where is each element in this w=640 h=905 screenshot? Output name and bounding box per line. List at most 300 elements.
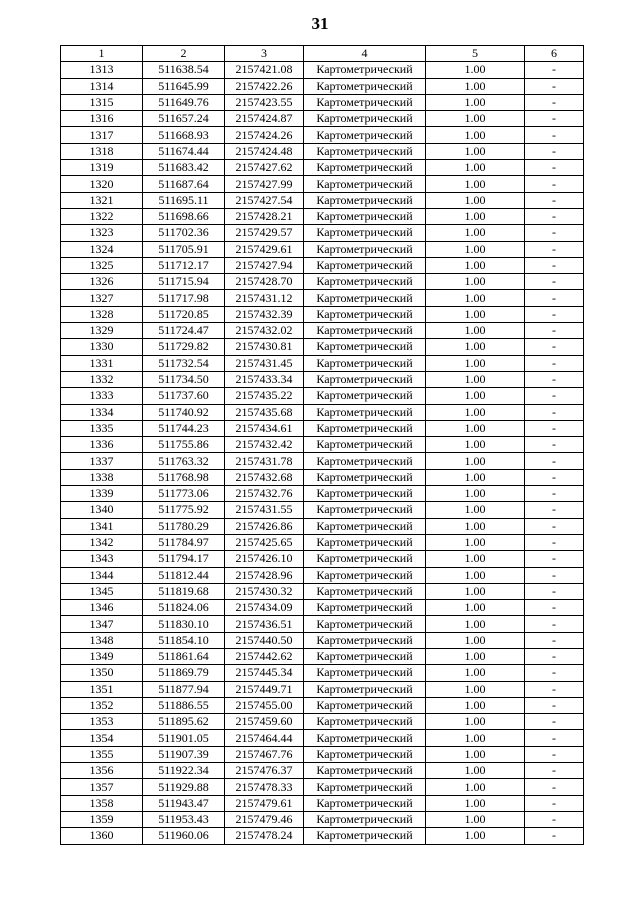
note-cell: -	[525, 697, 584, 713]
x-coordinate-cell: 511638.54	[143, 62, 225, 78]
table-row	[61, 730, 584, 746]
x-coordinate-cell: 511712.17	[143, 257, 225, 273]
point-number-cell: 1334	[61, 404, 143, 420]
method-cell: Картометрический	[304, 730, 426, 746]
method-cell: Картометрический	[304, 714, 426, 730]
accuracy-cell: 1.00	[426, 632, 525, 648]
method-cell: Картометрический	[304, 306, 426, 322]
accuracy-cell: 1.00	[426, 241, 525, 257]
y-coordinate-cell: 2157427.62	[225, 160, 304, 176]
y-coordinate-cell: 2157432.42	[225, 437, 304, 453]
accuracy-cell: 1.00	[426, 616, 525, 632]
note-cell: -	[525, 551, 584, 567]
x-coordinate-cell: 511683.42	[143, 160, 225, 176]
point-number-cell: 1315	[61, 94, 143, 110]
method-cell: Картометрический	[304, 763, 426, 779]
accuracy-cell: 1.00	[426, 730, 525, 746]
method-cell: Картометрический	[304, 127, 426, 143]
x-coordinate-cell: 511819.68	[143, 583, 225, 599]
y-coordinate-cell: 2157467.76	[225, 746, 304, 762]
note-cell: -	[525, 404, 584, 420]
point-number-cell: 1352	[61, 697, 143, 713]
method-cell: Картометрический	[304, 534, 426, 550]
y-coordinate-cell: 2157429.61	[225, 241, 304, 257]
y-coordinate-cell: 2157432.68	[225, 469, 304, 485]
x-coordinate-cell: 511763.32	[143, 453, 225, 469]
point-number-cell: 1314	[61, 78, 143, 94]
y-coordinate-cell: 2157464.44	[225, 730, 304, 746]
note-cell: -	[525, 453, 584, 469]
y-coordinate-cell: 2157424.87	[225, 111, 304, 127]
x-coordinate-cell: 511854.10	[143, 632, 225, 648]
note-cell: -	[525, 78, 584, 94]
method-cell: Картометрический	[304, 192, 426, 208]
note-cell: -	[525, 795, 584, 811]
note-cell: -	[525, 616, 584, 632]
method-cell: Картометрический	[304, 404, 426, 420]
x-coordinate-cell: 511943.47	[143, 795, 225, 811]
table-row	[61, 208, 584, 224]
accuracy-cell: 1.00	[426, 94, 525, 110]
y-coordinate-cell: 2157432.39	[225, 306, 304, 322]
note-cell: -	[525, 225, 584, 241]
table-row	[61, 176, 584, 192]
x-coordinate-cell: 511877.94	[143, 681, 225, 697]
method-cell: Картометрический	[304, 420, 426, 436]
note-cell: -	[525, 160, 584, 176]
method-cell: Картометрический	[304, 616, 426, 632]
method-cell: Картометрический	[304, 274, 426, 290]
table-row	[61, 323, 584, 339]
accuracy-cell: 1.00	[426, 404, 525, 420]
table-row	[61, 192, 584, 208]
x-coordinate-cell: 511744.23	[143, 420, 225, 436]
table-row	[61, 127, 584, 143]
x-coordinate-cell: 511732.54	[143, 355, 225, 371]
note-cell: -	[525, 176, 584, 192]
accuracy-cell: 1.00	[426, 290, 525, 306]
y-coordinate-cell: 2157422.26	[225, 78, 304, 94]
accuracy-cell: 1.00	[426, 779, 525, 795]
x-coordinate-cell: 511929.88	[143, 779, 225, 795]
note-cell: -	[525, 420, 584, 436]
point-number-cell: 1339	[61, 486, 143, 502]
note-cell: -	[525, 469, 584, 485]
method-cell: Картометрический	[304, 143, 426, 159]
point-number-cell: 1333	[61, 388, 143, 404]
table-row	[61, 143, 584, 159]
y-coordinate-cell: 2157455.00	[225, 697, 304, 713]
point-number-cell: 1320	[61, 176, 143, 192]
y-coordinate-cell: 2157431.78	[225, 453, 304, 469]
table-row	[61, 111, 584, 127]
accuracy-cell: 1.00	[426, 534, 525, 550]
method-cell: Картометрический	[304, 779, 426, 795]
y-coordinate-cell: 2157428.70	[225, 274, 304, 290]
note-cell: -	[525, 730, 584, 746]
y-coordinate-cell: 2157433.34	[225, 371, 304, 387]
note-cell: -	[525, 811, 584, 827]
table-row	[61, 290, 584, 306]
note-cell: -	[525, 388, 584, 404]
column-header: 5	[426, 46, 525, 62]
y-coordinate-cell: 2157428.21	[225, 208, 304, 224]
method-cell: Картометрический	[304, 828, 426, 844]
method-cell: Картометрический	[304, 355, 426, 371]
note-cell: -	[525, 583, 584, 599]
x-coordinate-cell: 511824.06	[143, 600, 225, 616]
method-cell: Картометрический	[304, 241, 426, 257]
y-coordinate-cell: 2157431.12	[225, 290, 304, 306]
accuracy-cell: 1.00	[426, 502, 525, 518]
accuracy-cell: 1.00	[426, 746, 525, 762]
accuracy-cell: 1.00	[426, 697, 525, 713]
note-cell: -	[525, 94, 584, 110]
x-coordinate-cell: 511737.60	[143, 388, 225, 404]
method-cell: Картометрический	[304, 681, 426, 697]
point-number-cell: 1356	[61, 763, 143, 779]
table-row	[61, 257, 584, 273]
y-coordinate-cell: 2157421.08	[225, 62, 304, 78]
y-coordinate-cell: 2157479.46	[225, 811, 304, 827]
accuracy-cell: 1.00	[426, 714, 525, 730]
y-coordinate-cell: 2157434.09	[225, 600, 304, 616]
x-coordinate-cell: 511773.06	[143, 486, 225, 502]
x-coordinate-cell: 511794.17	[143, 551, 225, 567]
method-cell: Картометрический	[304, 62, 426, 78]
point-number-cell: 1328	[61, 306, 143, 322]
x-coordinate-cell: 511768.98	[143, 469, 225, 485]
method-cell: Картометрический	[304, 437, 426, 453]
note-cell: -	[525, 502, 584, 518]
note-cell: -	[525, 648, 584, 664]
table-row	[61, 697, 584, 713]
point-number-cell: 1321	[61, 192, 143, 208]
method-cell: Картометрический	[304, 600, 426, 616]
x-coordinate-cell: 511657.24	[143, 111, 225, 127]
x-coordinate-cell: 511960.06	[143, 828, 225, 844]
y-coordinate-cell: 2157431.55	[225, 502, 304, 518]
x-coordinate-cell: 511869.79	[143, 665, 225, 681]
accuracy-cell: 1.00	[426, 469, 525, 485]
x-coordinate-cell: 511953.43	[143, 811, 225, 827]
point-number-cell: 1350	[61, 665, 143, 681]
accuracy-cell: 1.00	[426, 127, 525, 143]
point-number-cell: 1325	[61, 257, 143, 273]
x-coordinate-cell: 511645.99	[143, 78, 225, 94]
point-number-cell: 1345	[61, 583, 143, 599]
method-cell: Картометрический	[304, 339, 426, 355]
table-row	[61, 779, 584, 795]
point-number-cell: 1318	[61, 143, 143, 159]
note-cell: -	[525, 681, 584, 697]
column-header: 1	[61, 46, 143, 62]
column-header: 6	[525, 46, 584, 62]
point-number-cell: 1343	[61, 551, 143, 567]
y-coordinate-cell: 2157430.81	[225, 339, 304, 355]
y-coordinate-cell: 2157424.26	[225, 127, 304, 143]
table-row	[61, 600, 584, 616]
method-cell: Картометрический	[304, 567, 426, 583]
note-cell: -	[525, 371, 584, 387]
note-cell: -	[525, 828, 584, 844]
point-number-cell: 1329	[61, 323, 143, 339]
point-number-cell: 1324	[61, 241, 143, 257]
note-cell: -	[525, 339, 584, 355]
accuracy-cell: 1.00	[426, 681, 525, 697]
table-row	[61, 551, 584, 567]
accuracy-cell: 1.00	[426, 486, 525, 502]
point-number-cell: 1342	[61, 534, 143, 550]
x-coordinate-cell: 511715.94	[143, 274, 225, 290]
method-cell: Картометрический	[304, 176, 426, 192]
accuracy-cell: 1.00	[426, 143, 525, 159]
note-cell: -	[525, 208, 584, 224]
point-number-cell: 1346	[61, 600, 143, 616]
point-number-cell: 1341	[61, 518, 143, 534]
accuracy-cell: 1.00	[426, 828, 525, 844]
y-coordinate-cell: 2157434.61	[225, 420, 304, 436]
point-number-cell: 1330	[61, 339, 143, 355]
point-number-cell: 1349	[61, 648, 143, 664]
y-coordinate-cell: 2157430.32	[225, 583, 304, 599]
accuracy-cell: 1.00	[426, 420, 525, 436]
column-header: 2	[143, 46, 225, 62]
point-number-cell: 1340	[61, 502, 143, 518]
y-coordinate-cell: 2157429.57	[225, 225, 304, 241]
note-cell: -	[525, 437, 584, 453]
accuracy-cell: 1.00	[426, 388, 525, 404]
method-cell: Картометрический	[304, 94, 426, 110]
method-cell: Картометрический	[304, 746, 426, 762]
table-row	[61, 388, 584, 404]
point-number-cell: 1338	[61, 469, 143, 485]
y-coordinate-cell: 2157436.51	[225, 616, 304, 632]
x-coordinate-cell: 511724.47	[143, 323, 225, 339]
y-coordinate-cell: 2157478.33	[225, 779, 304, 795]
method-cell: Картометрический	[304, 551, 426, 567]
accuracy-cell: 1.00	[426, 62, 525, 78]
method-cell: Картометрический	[304, 453, 426, 469]
y-coordinate-cell: 2157449.71	[225, 681, 304, 697]
table-row	[61, 274, 584, 290]
table-row	[61, 518, 584, 534]
y-coordinate-cell: 2157445.34	[225, 665, 304, 681]
x-coordinate-cell: 511695.11	[143, 192, 225, 208]
method-cell: Картометрический	[304, 208, 426, 224]
note-cell: -	[525, 763, 584, 779]
accuracy-cell: 1.00	[426, 78, 525, 94]
x-coordinate-cell: 511649.76	[143, 94, 225, 110]
table-row	[61, 469, 584, 485]
y-coordinate-cell: 2157459.60	[225, 714, 304, 730]
table-row	[61, 583, 584, 599]
accuracy-cell: 1.00	[426, 225, 525, 241]
note-cell: -	[525, 534, 584, 550]
note-cell: -	[525, 779, 584, 795]
method-cell: Картометрический	[304, 78, 426, 94]
method-cell: Картометрический	[304, 697, 426, 713]
table-row	[61, 78, 584, 94]
note-cell: -	[525, 257, 584, 273]
y-coordinate-cell: 2157476.37	[225, 763, 304, 779]
x-coordinate-cell: 511717.98	[143, 290, 225, 306]
x-coordinate-cell: 511895.62	[143, 714, 225, 730]
y-coordinate-cell: 2157424.48	[225, 143, 304, 159]
table-row	[61, 828, 584, 844]
point-number-cell: 1344	[61, 567, 143, 583]
point-number-cell: 1347	[61, 616, 143, 632]
point-number-cell: 1351	[61, 681, 143, 697]
method-cell: Картометрический	[304, 632, 426, 648]
x-coordinate-cell: 511861.64	[143, 648, 225, 664]
table-row	[61, 632, 584, 648]
y-coordinate-cell: 2157425.65	[225, 534, 304, 550]
accuracy-cell: 1.00	[426, 665, 525, 681]
method-cell: Картометрический	[304, 225, 426, 241]
table-row	[61, 811, 584, 827]
y-coordinate-cell: 2157440.50	[225, 632, 304, 648]
header-row	[61, 46, 584, 62]
accuracy-cell: 1.00	[426, 518, 525, 534]
table-row	[61, 648, 584, 664]
accuracy-cell: 1.00	[426, 176, 525, 192]
point-number-cell: 1319	[61, 160, 143, 176]
x-coordinate-cell: 511886.55	[143, 697, 225, 713]
method-cell: Картометрический	[304, 388, 426, 404]
table-row	[61, 616, 584, 632]
note-cell: -	[525, 632, 584, 648]
accuracy-cell: 1.00	[426, 274, 525, 290]
method-cell: Картометрический	[304, 583, 426, 599]
table-row	[61, 795, 584, 811]
accuracy-cell: 1.00	[426, 453, 525, 469]
accuracy-cell: 1.00	[426, 192, 525, 208]
table-row	[61, 486, 584, 502]
method-cell: Картометрический	[304, 795, 426, 811]
method-cell: Картометрический	[304, 160, 426, 176]
page-number: 31	[311, 14, 329, 33]
x-coordinate-cell: 511668.93	[143, 127, 225, 143]
table-row	[61, 94, 584, 110]
table-row	[61, 420, 584, 436]
point-number-cell: 1313	[61, 62, 143, 78]
point-number-cell: 1353	[61, 714, 143, 730]
method-cell: Картометрический	[304, 518, 426, 534]
note-cell: -	[525, 323, 584, 339]
x-coordinate-cell: 511784.97	[143, 534, 225, 550]
method-cell: Картометрический	[304, 502, 426, 518]
point-number-cell: 1331	[61, 355, 143, 371]
accuracy-cell: 1.00	[426, 567, 525, 583]
point-number-cell: 1317	[61, 127, 143, 143]
x-coordinate-cell: 511734.50	[143, 371, 225, 387]
table-row	[61, 746, 584, 762]
column-header: 3	[225, 46, 304, 62]
method-cell: Картометрический	[304, 648, 426, 664]
note-cell: -	[525, 746, 584, 762]
y-coordinate-cell: 2157435.68	[225, 404, 304, 420]
y-coordinate-cell: 2157427.94	[225, 257, 304, 273]
table-row	[61, 225, 584, 241]
method-cell: Картометрический	[304, 111, 426, 127]
note-cell: -	[525, 274, 584, 290]
accuracy-cell: 1.00	[426, 257, 525, 273]
method-cell: Картометрический	[304, 469, 426, 485]
table-row	[61, 534, 584, 550]
accuracy-cell: 1.00	[426, 600, 525, 616]
point-number-cell: 1348	[61, 632, 143, 648]
point-number-cell: 1336	[61, 437, 143, 453]
note-cell: -	[525, 192, 584, 208]
x-coordinate-cell: 511729.82	[143, 339, 225, 355]
note-cell: -	[525, 567, 584, 583]
y-coordinate-cell: 2157479.61	[225, 795, 304, 811]
table-row	[61, 763, 584, 779]
point-number-cell: 1337	[61, 453, 143, 469]
method-cell: Картометрический	[304, 323, 426, 339]
table-row	[61, 404, 584, 420]
y-coordinate-cell: 2157427.54	[225, 192, 304, 208]
y-coordinate-cell: 2157428.96	[225, 567, 304, 583]
accuracy-cell: 1.00	[426, 306, 525, 322]
table-row	[61, 437, 584, 453]
x-coordinate-cell: 511830.10	[143, 616, 225, 632]
note-cell: -	[525, 486, 584, 502]
method-cell: Картометрический	[304, 811, 426, 827]
y-coordinate-cell: 2157478.24	[225, 828, 304, 844]
y-coordinate-cell: 2157423.55	[225, 94, 304, 110]
point-number-cell: 1322	[61, 208, 143, 224]
accuracy-cell: 1.00	[426, 437, 525, 453]
y-coordinate-cell: 2157426.86	[225, 518, 304, 534]
point-number-cell: 1360	[61, 828, 143, 844]
accuracy-cell: 1.00	[426, 208, 525, 224]
table-row	[61, 665, 584, 681]
point-number-cell: 1359	[61, 811, 143, 827]
point-number-cell: 1326	[61, 274, 143, 290]
x-coordinate-cell: 511687.64	[143, 176, 225, 192]
table-row	[61, 339, 584, 355]
accuracy-cell: 1.00	[426, 339, 525, 355]
x-coordinate-cell: 511907.39	[143, 746, 225, 762]
table-row	[61, 160, 584, 176]
x-coordinate-cell: 511812.44	[143, 567, 225, 583]
note-cell: -	[525, 241, 584, 257]
table-row	[61, 62, 584, 78]
x-coordinate-cell: 511780.29	[143, 518, 225, 534]
table-row	[61, 371, 584, 387]
accuracy-cell: 1.00	[426, 583, 525, 599]
point-number-cell: 1323	[61, 225, 143, 241]
point-number-cell: 1357	[61, 779, 143, 795]
method-cell: Картометрический	[304, 486, 426, 502]
note-cell: -	[525, 290, 584, 306]
accuracy-cell: 1.00	[426, 551, 525, 567]
accuracy-cell: 1.00	[426, 355, 525, 371]
note-cell: -	[525, 111, 584, 127]
table-row	[61, 714, 584, 730]
x-coordinate-cell: 511775.92	[143, 502, 225, 518]
note-cell: -	[525, 143, 584, 159]
table-row	[61, 306, 584, 322]
note-cell: -	[525, 665, 584, 681]
x-coordinate-cell: 511922.34	[143, 763, 225, 779]
y-coordinate-cell: 2157432.02	[225, 323, 304, 339]
point-number-cell: 1332	[61, 371, 143, 387]
method-cell: Картометрический	[304, 290, 426, 306]
accuracy-cell: 1.00	[426, 811, 525, 827]
